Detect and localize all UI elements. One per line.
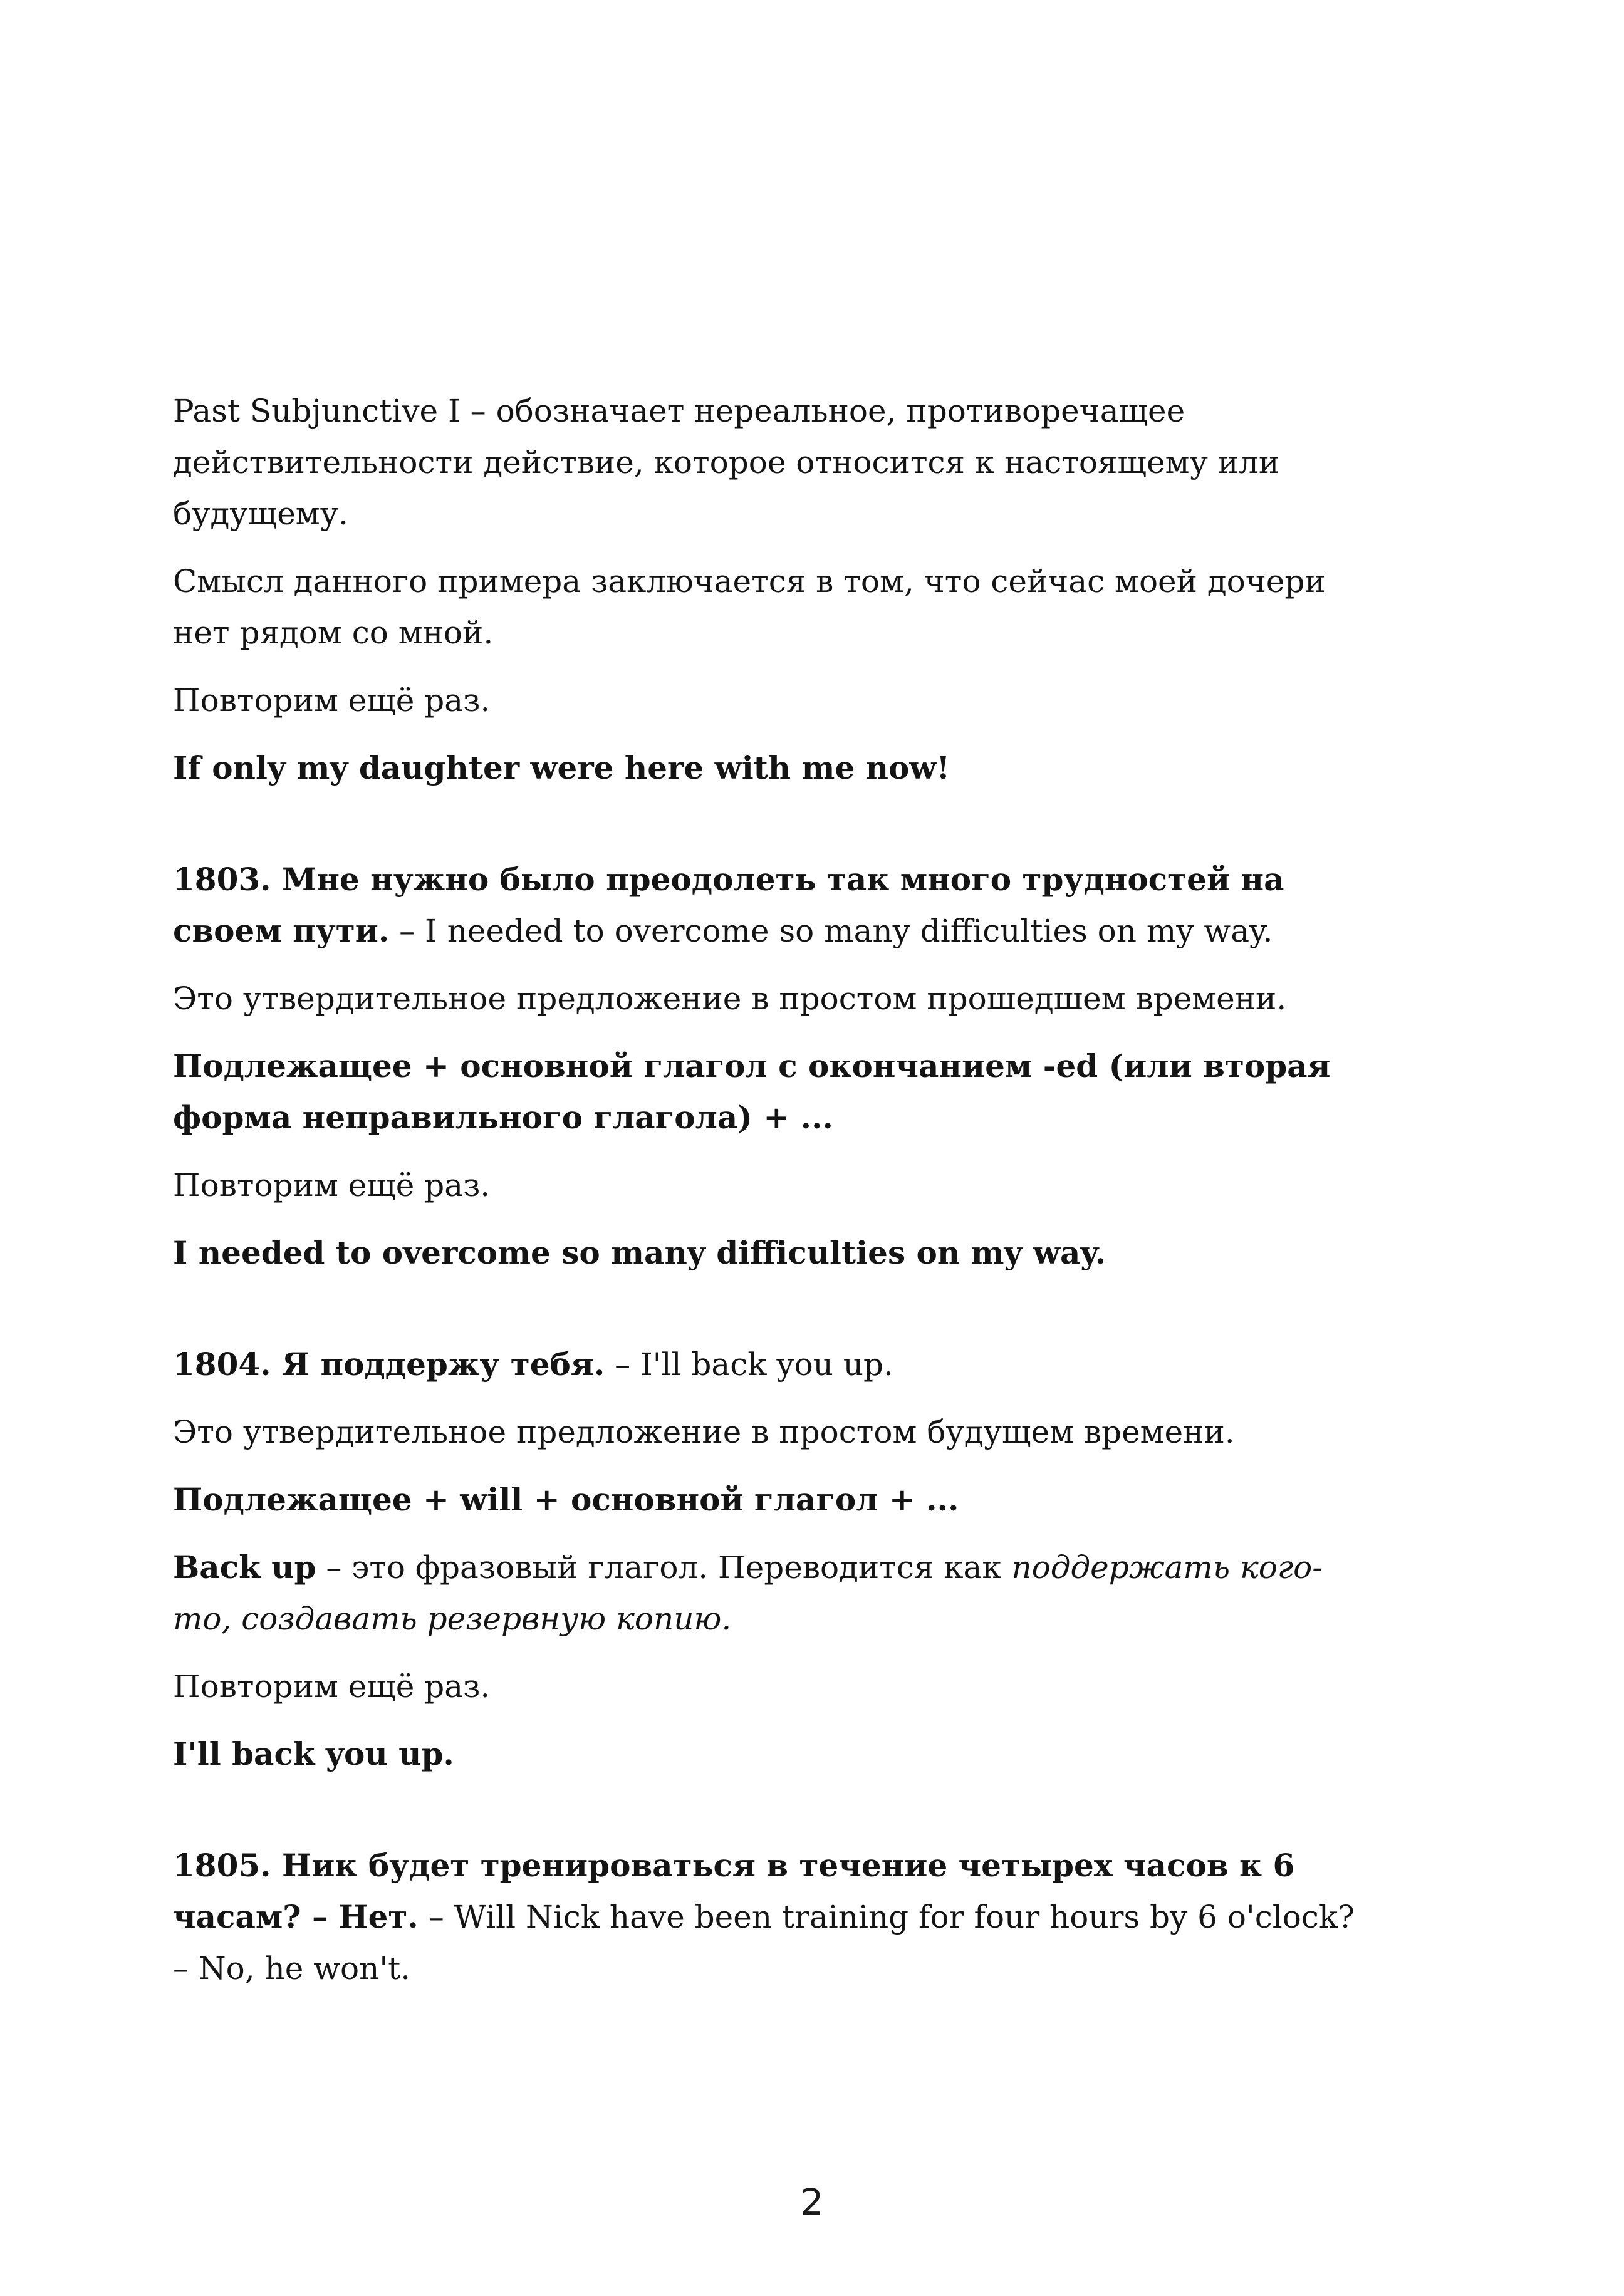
paragraph-text: Повторим ещё раз. [173,682,491,719]
paragraph-text: Повторим ещё раз. [173,1167,491,1203]
paragraph-text: I'll back you up. [173,1735,454,1772]
grammar-formula [173,1041,1363,1143]
phrasal-verb-desc: – это фразовый глагол. Переводится как [316,1549,1012,1586]
paragraph [173,385,1363,539]
page-content [173,385,1363,2010]
paragraph [173,1406,1363,1458]
paragraph-text: Подлежащее + will + основной глагол + ... [173,1481,959,1518]
example-russian: 1805. Ник будет тренироваться в течение четырех часов к 6 часам? – Нет. [173,1847,1295,1935]
example-sentence [173,742,1363,794]
page-number: 2 [800,2181,824,2223]
example-sentence [173,1227,1363,1279]
paragraph [173,556,1363,658]
example-russian: 1803. Мне нужно было преодолеть так много трудностей на своем пути. [173,861,1284,949]
example-heading-1804 [173,1339,1363,1390]
paragraph [173,1160,1363,1211]
paragraph [173,973,1363,1024]
paragraph [173,1661,1363,1712]
example-heading-1805 [173,1840,1363,1994]
paragraph-text: Повторим ещё раз. [173,1668,491,1705]
phrasal-verb-term: Back up [173,1549,316,1586]
example-sentence [173,1728,1363,1780]
example-english: – I'll back you up. [605,1346,893,1383]
phrasal-verb-translation: поддержать кого-то, создавать резервную копию. [173,1549,1323,1637]
paragraph-text: I needed to overcome so many difficulties on my way. [173,1234,1106,1271]
example-heading-1803 [173,854,1363,957]
example-english: – Will Nick have been training for four hours by 6 o'clock? – No, he won't. [173,1899,1355,1987]
paragraph-text: Это утвердительное предложение в простом будущем времени. [173,1414,1235,1450]
example-russian: 1804. Я поддержу тебя. [173,1346,605,1383]
paragraph-text: If only my daughter were here with me now! [173,749,950,786]
paragraph [173,675,1363,726]
grammar-formula [173,1474,1363,1525]
paragraph-text: Past Subjunctive I – обозначает нереальное, противоречащее действительности действие, которое относится к настоящему или будущему. [173,393,1280,532]
paragraph-text: Подлежащее + основной глагол с окончанием -ed (или вторая форма неправильного глагола) + ... [173,1047,1331,1136]
phrasal-verb-note [173,1542,1363,1644]
example-english: – I needed to overcome so many difficulties on my way. [389,913,1273,949]
paragraph-text: Это утвердительное предложение в простом прошедшем времени. [173,980,1287,1017]
paragraph-text: Смысл данного примера заключается в том, что сейчас моей дочери нет рядом со мной. [173,563,1326,651]
